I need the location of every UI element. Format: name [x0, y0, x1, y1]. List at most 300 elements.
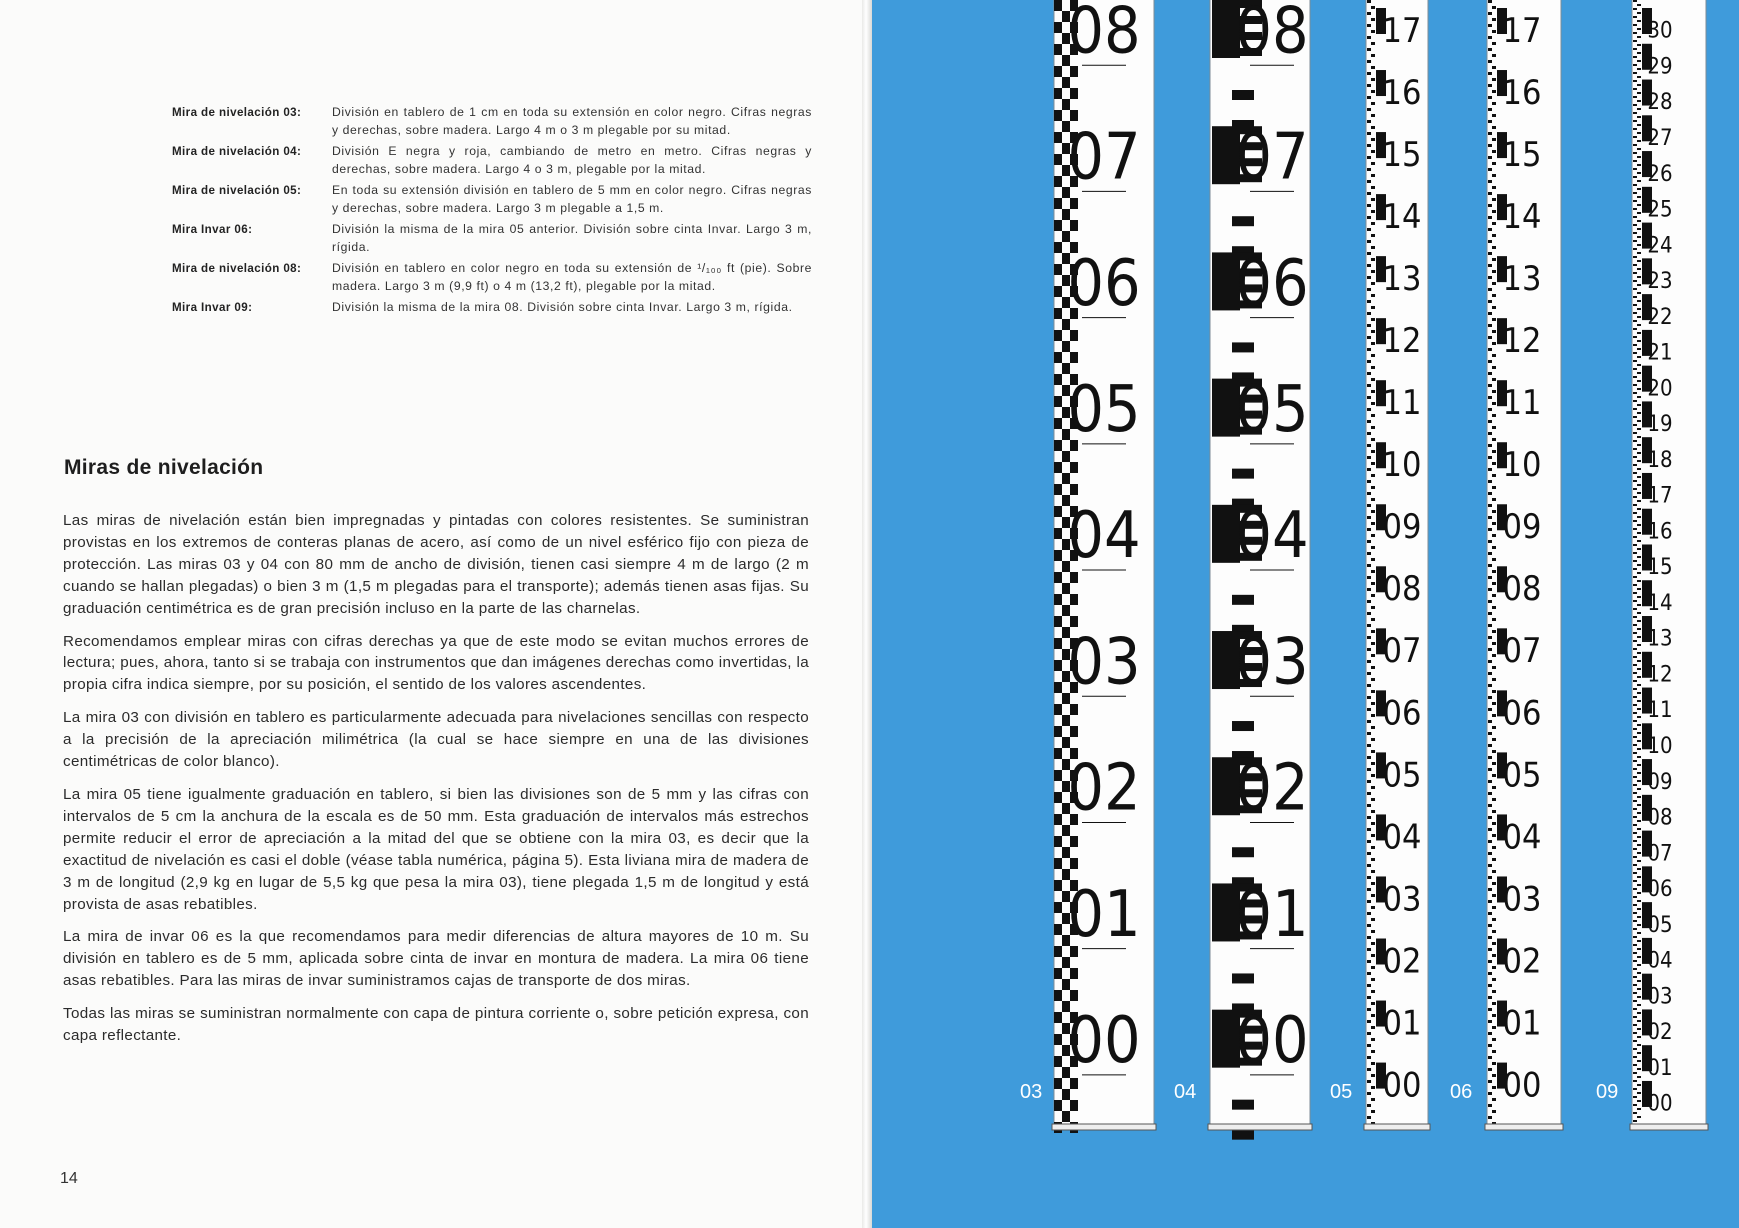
graduation-mark [1633, 1088, 1637, 1090]
graduation-mark [1637, 724, 1641, 726]
rod-number: 11 [1647, 698, 1673, 724]
graduation-mark [1367, 1080, 1371, 1083]
graduation-mark [1492, 1026, 1496, 1029]
graduation-mark [1633, 32, 1637, 34]
graduation-mark [1637, 340, 1641, 342]
rod-number: 01 [1235, 877, 1309, 952]
graduation-mark [1488, 96, 1492, 99]
graduation-mark [1633, 936, 1637, 938]
graduation-mark [1637, 372, 1641, 374]
graduation-mark [1371, 18, 1375, 21]
graduation-mark [1633, 656, 1637, 658]
graduation-mark [1062, 473, 1070, 484]
graduation-mark [1637, 900, 1641, 902]
graduation-mark [1367, 492, 1371, 495]
graduation-mark [1371, 462, 1375, 465]
graduation-mark [1367, 156, 1371, 159]
graduation-mark [1633, 392, 1637, 394]
graduation-mark [1371, 246, 1375, 249]
graduation-mark [1637, 492, 1641, 494]
rod-number: 12 [1382, 321, 1422, 362]
graduation-mark [1492, 810, 1496, 813]
graduation-mark [1633, 80, 1637, 82]
graduation-mark [1492, 870, 1496, 873]
graduation-mark [1492, 654, 1496, 657]
graduation-mark [1633, 416, 1637, 418]
graduation-mark [1637, 108, 1641, 110]
graduation-mark [1488, 168, 1492, 171]
graduation-mark [1637, 868, 1641, 870]
graduation-mark [1633, 632, 1637, 634]
graduation-mark [1637, 236, 1641, 238]
graduation-mark [1492, 1014, 1496, 1017]
graduation-mark [1371, 618, 1375, 621]
graduation-mark [1488, 72, 1492, 75]
graduation-mark [1488, 24, 1492, 27]
graduation-mark [1637, 596, 1641, 598]
graduation-mark [1367, 804, 1371, 807]
graduation-mark [1633, 920, 1637, 922]
graduation-mark [1062, 209, 1070, 220]
rod-number: 07 [1382, 631, 1422, 672]
graduation-mark [1488, 792, 1492, 795]
graduation-mark [1633, 712, 1637, 714]
graduation-mark [1371, 1062, 1375, 1065]
rod-number: 16 [1647, 519, 1673, 545]
graduation-mark [1488, 768, 1492, 771]
graduation-mark [1070, 110, 1078, 121]
graduation-mark [1488, 804, 1492, 807]
rod-number: 03 [1647, 984, 1673, 1010]
rod-number: 15 [1502, 134, 1542, 175]
graduation-mark [1054, 1012, 1062, 1023]
spec-description: División en tablero de 1 cm en toda su extensión en color negro. Cifras negras y derechas, sobre madera. Largo 4 m o 3 m plegable por su mitad. [332, 105, 812, 137]
rod-label: 09 [1596, 1081, 1619, 1103]
graduation-mark [1488, 648, 1492, 651]
rod-number: 30 [1647, 18, 1673, 44]
graduation-mark [1492, 114, 1496, 117]
graduation-mark [1062, 979, 1070, 990]
graduation-mark [1054, 418, 1062, 429]
graduation-mark [1633, 1072, 1637, 1074]
graduation-mark [1633, 440, 1637, 442]
graduation-mark [1633, 992, 1637, 994]
graduation-mark [1633, 24, 1637, 26]
graduation-mark [1371, 306, 1375, 309]
graduation-mark [1633, 168, 1637, 170]
graduation-mark [1488, 684, 1492, 687]
rod-number: 14 [1647, 590, 1673, 616]
graduation-mark [1232, 469, 1254, 479]
graduation-mark [1488, 48, 1492, 51]
rod-number: 02 [1647, 1020, 1673, 1046]
page-gutter [862, 0, 872, 1228]
graduation-mark [1367, 1104, 1371, 1107]
graduation-mark [1367, 516, 1371, 519]
spec-description: En toda su extensión división en tablero de 5 mm en color negro. Cifras negras y derechas, sobre madera. Largo 3 m plegable a 1,5 m. [332, 183, 812, 215]
graduation-mark [1371, 1098, 1375, 1101]
graduation-mark [1488, 180, 1492, 183]
spec-row [172, 299, 812, 317]
graduation-mark [1054, 968, 1062, 979]
graduation-mark [1633, 184, 1637, 186]
graduation-mark [1371, 582, 1375, 585]
graduation-mark [1492, 978, 1496, 981]
graduation-mark [1637, 988, 1641, 990]
graduation-mark [1492, 846, 1496, 849]
graduation-mark [1367, 996, 1371, 999]
graduation-mark [1371, 774, 1375, 777]
graduation-mark [1633, 344, 1637, 346]
graduation-mark [1070, 352, 1078, 363]
graduation-mark [1054, 990, 1062, 1001]
graduation-mark [1633, 1112, 1637, 1114]
graduation-mark [1492, 486, 1496, 489]
graduation-mark [1062, 605, 1070, 616]
graduation-mark [1637, 468, 1641, 470]
graduation-mark [1054, 924, 1062, 935]
graduation-mark [1637, 308, 1641, 310]
page-number: 14 [60, 1170, 78, 1187]
rod-03 [1020, 0, 1156, 1133]
rod-number: 00 [1067, 1004, 1141, 1079]
graduation-mark [1637, 412, 1641, 414]
graduation-mark [1371, 990, 1375, 993]
graduation-mark [1637, 1116, 1641, 1118]
graduation-mark [1637, 564, 1641, 566]
graduation-mark [1633, 408, 1637, 410]
graduation-mark [1633, 88, 1637, 90]
graduation-mark [1492, 858, 1496, 861]
graduation-mark [1637, 524, 1641, 526]
rod-number: 07 [1067, 120, 1141, 195]
graduation-mark [1633, 800, 1637, 802]
rod-number: 09 [1502, 507, 1542, 548]
graduation-mark [1367, 132, 1371, 135]
graduation-mark [1367, 660, 1371, 663]
graduation-mark [1371, 510, 1375, 513]
graduation-mark [1488, 1104, 1492, 1107]
graduation-mark [1488, 504, 1492, 507]
graduation-mark [1232, 973, 1254, 983]
graduation-mark [1492, 906, 1496, 909]
rod-number: 00 [1647, 1091, 1673, 1117]
graduation-mark [1054, 726, 1062, 737]
graduation-mark [1367, 684, 1371, 687]
graduation-mark [1488, 228, 1492, 231]
graduation-mark [1633, 256, 1637, 258]
rod-number: 13 [1647, 626, 1673, 652]
graduation-mark [1488, 852, 1492, 855]
spec-table [172, 104, 812, 321]
graduation-mark [1637, 172, 1641, 174]
graduation-mark [1367, 792, 1371, 795]
rod-number: 01 [1502, 1003, 1542, 1044]
graduation-mark [1492, 510, 1496, 513]
graduation-mark [1633, 840, 1637, 842]
graduation-mark [1488, 1044, 1492, 1047]
graduation-mark [1633, 320, 1637, 322]
graduation-mark [1488, 1080, 1492, 1083]
graduation-mark [1367, 612, 1371, 615]
rod-number: 00 [1502, 1065, 1542, 1106]
rod-number: 01 [1382, 1003, 1422, 1044]
graduation-mark [1367, 828, 1371, 831]
graduation-mark [1367, 732, 1371, 735]
graduation-mark [1637, 1068, 1641, 1070]
graduation-mark [1488, 816, 1492, 819]
graduation-mark [1633, 872, 1637, 874]
graduation-mark [1371, 414, 1375, 417]
graduation-mark [1633, 400, 1637, 402]
rod-number: 29 [1647, 54, 1673, 80]
graduation-mark [1637, 1044, 1641, 1046]
graduation-mark [1492, 966, 1496, 969]
graduation-mark [1492, 882, 1496, 885]
graduation-mark [1054, 1100, 1062, 1111]
graduation-mark [1488, 996, 1492, 999]
graduation-mark [1488, 624, 1492, 627]
graduation-mark [1637, 348, 1641, 350]
graduation-mark [1070, 484, 1078, 495]
graduation-mark [1492, 42, 1496, 45]
graduation-mark [1488, 408, 1492, 411]
graduation-mark [1371, 1086, 1375, 1089]
graduation-mark [1371, 1050, 1375, 1053]
graduation-mark [1637, 84, 1641, 86]
graduation-mark [1637, 532, 1641, 534]
graduation-mark [1637, 68, 1641, 70]
graduation-mark [1492, 930, 1496, 933]
graduation-mark [1633, 792, 1637, 794]
graduation-mark [1633, 976, 1637, 978]
graduation-mark [1062, 231, 1070, 242]
graduation-mark [1637, 1076, 1641, 1078]
graduation-mark [1637, 940, 1641, 942]
rod-number: 06 [1647, 877, 1673, 903]
graduation-mark [1633, 520, 1637, 522]
graduation-mark [1371, 678, 1375, 681]
rod-number: 04 [1502, 817, 1542, 858]
graduation-mark [1637, 44, 1641, 46]
graduation-mark [1488, 960, 1492, 963]
graduation-mark [1371, 222, 1375, 225]
graduation-mark [1633, 568, 1637, 570]
graduation-mark [1637, 20, 1641, 22]
graduation-mark [1633, 16, 1637, 18]
graduation-mark [1492, 1074, 1496, 1077]
graduation-mark [1371, 978, 1375, 981]
graduation-mark [1367, 48, 1371, 51]
graduation-mark [1637, 396, 1641, 398]
graduation-mark [1637, 540, 1641, 542]
graduation-mark [1637, 1004, 1641, 1006]
graduation-mark [1637, 692, 1641, 694]
graduation-mark [1488, 396, 1492, 399]
graduation-mark [1492, 390, 1496, 393]
graduation-mark [1371, 702, 1375, 705]
graduation-mark [1492, 438, 1496, 441]
graduation-mark [1637, 1020, 1641, 1022]
graduation-mark [1633, 1048, 1637, 1050]
graduation-mark [1633, 104, 1637, 106]
graduation-mark [1367, 324, 1371, 327]
graduation-mark [1633, 504, 1637, 506]
graduation-mark [1492, 894, 1496, 897]
graduation-mark [1633, 232, 1637, 234]
graduation-mark [1637, 1092, 1641, 1094]
graduation-mark [1633, 216, 1637, 218]
rod-number: 17 [1502, 10, 1542, 51]
graduation-mark [1371, 1110, 1375, 1113]
graduation-mark [1488, 36, 1492, 39]
graduation-mark [1637, 100, 1641, 102]
rod-number: 04 [1235, 499, 1309, 574]
graduation-mark [1054, 352, 1062, 363]
graduation-mark [1371, 114, 1375, 117]
graduation-mark [1367, 984, 1371, 987]
graduation-mark [1371, 726, 1375, 729]
graduation-mark [1637, 804, 1641, 806]
graduation-mark [1232, 595, 1254, 605]
graduation-mark [1633, 192, 1637, 194]
graduation-mark [1637, 436, 1641, 438]
rod-number: 11 [1502, 383, 1542, 424]
graduation-mark [1492, 126, 1496, 129]
graduation-mark [1488, 780, 1492, 783]
graduation-mark [1054, 308, 1062, 319]
graduation-mark [1492, 186, 1496, 189]
rod-number: 23 [1647, 269, 1673, 295]
rod-number: 01 [1647, 1055, 1673, 1081]
graduation-mark [1070, 198, 1078, 209]
graduation-mark [1633, 64, 1637, 66]
body-paragraph: La mira 03 con división en tablero es particularmente adecuada para nivelaciones sencillas con respecto a la precisión de la apreciación milimétrica (la cual se hace siempre en una de las divisiones centimétricas de color blanco). [63, 709, 809, 771]
graduation-mark [1371, 750, 1375, 753]
graduation-mark [1492, 246, 1496, 249]
graduation-mark [1492, 234, 1496, 237]
graduation-mark [1633, 312, 1637, 314]
rod-number: 17 [1382, 10, 1422, 51]
graduation-mark [1492, 630, 1496, 633]
graduation-mark [1371, 498, 1375, 501]
graduation-mark [1371, 546, 1375, 549]
graduation-mark [1633, 8, 1637, 10]
graduation-mark [1637, 428, 1641, 430]
graduation-mark [1371, 42, 1375, 45]
graduation-mark [1637, 124, 1641, 126]
graduation-mark [1633, 152, 1637, 154]
graduation-mark [1633, 512, 1637, 514]
graduation-mark [1637, 676, 1641, 678]
graduation-mark [1367, 468, 1371, 471]
graduation-mark [1367, 936, 1371, 939]
graduation-mark [1637, 484, 1641, 486]
graduation-mark [1633, 576, 1637, 578]
graduation-mark [1637, 180, 1641, 182]
graduation-mark [1637, 404, 1641, 406]
graduation-mark [1633, 200, 1637, 202]
graduation-mark [1633, 360, 1637, 362]
graduation-mark [1637, 116, 1641, 118]
graduation-mark [1492, 558, 1496, 561]
graduation-mark [1637, 380, 1641, 382]
graduation-mark [1371, 930, 1375, 933]
graduation-mark [1070, 330, 1078, 341]
graduation-mark [1492, 66, 1496, 69]
graduation-mark [1371, 1014, 1375, 1017]
graduation-mark [1633, 1056, 1637, 1058]
graduation-mark [1637, 196, 1641, 198]
graduation-mark [1633, 880, 1637, 882]
graduation-mark [1492, 450, 1496, 453]
rod-number: 07 [1502, 631, 1542, 672]
graduation-mark [1488, 444, 1492, 447]
graduation-mark [1371, 66, 1375, 69]
graduation-mark [1367, 228, 1371, 231]
graduation-mark [1637, 644, 1641, 646]
graduation-mark [1633, 464, 1637, 466]
graduation-mark [1371, 102, 1375, 105]
graduation-mark [1367, 396, 1371, 399]
graduation-mark [1054, 1034, 1062, 1045]
graduation-mark [1062, 1111, 1070, 1122]
graduation-mark [1488, 888, 1492, 891]
graduation-mark [1633, 480, 1637, 482]
graduation-mark [1232, 1130, 1254, 1140]
graduation-mark [1633, 664, 1637, 666]
graduation-mark [1633, 288, 1637, 290]
graduation-mark [1371, 534, 1375, 537]
graduation-mark [1492, 594, 1496, 597]
graduation-mark [1367, 252, 1371, 255]
graduation-mark [1367, 372, 1371, 375]
graduation-mark [1367, 972, 1371, 975]
graduation-mark [1492, 1086, 1496, 1089]
graduation-mark [1633, 928, 1637, 930]
graduation-mark [1492, 702, 1496, 705]
graduation-mark [1371, 294, 1375, 297]
graduation-mark [1633, 912, 1637, 914]
spec-description: División la misma de la mira 05 anterior. División sobre cinta Invar. Largo 3 m, rígida. [332, 222, 812, 254]
graduation-mark [1633, 688, 1637, 690]
graduation-mark [1637, 36, 1641, 38]
graduation-mark [1637, 732, 1641, 734]
graduation-mark [1367, 144, 1371, 147]
graduation-mark [1070, 594, 1078, 605]
graduation-mark [1367, 504, 1371, 507]
graduation-mark [1492, 402, 1496, 405]
rod-06 [1450, 0, 1563, 1130]
graduation-mark [1492, 174, 1496, 177]
graduation-mark [1232, 90, 1254, 100]
graduation-mark [1492, 474, 1496, 477]
graduation-mark [1062, 77, 1070, 88]
graduation-mark [1367, 960, 1371, 963]
rod-number: 12 [1647, 662, 1673, 688]
graduation-mark [1371, 594, 1375, 597]
graduation-mark [1488, 288, 1492, 291]
graduation-mark [1633, 1008, 1637, 1010]
graduation-mark [1488, 156, 1492, 159]
graduation-mark [1637, 356, 1641, 358]
graduation-mark [1633, 48, 1637, 50]
rod-number: 06 [1235, 246, 1309, 321]
graduation-mark [1488, 84, 1492, 87]
graduation-mark [1637, 52, 1641, 54]
graduation-mark [1371, 966, 1375, 969]
graduation-mark [1637, 836, 1641, 838]
